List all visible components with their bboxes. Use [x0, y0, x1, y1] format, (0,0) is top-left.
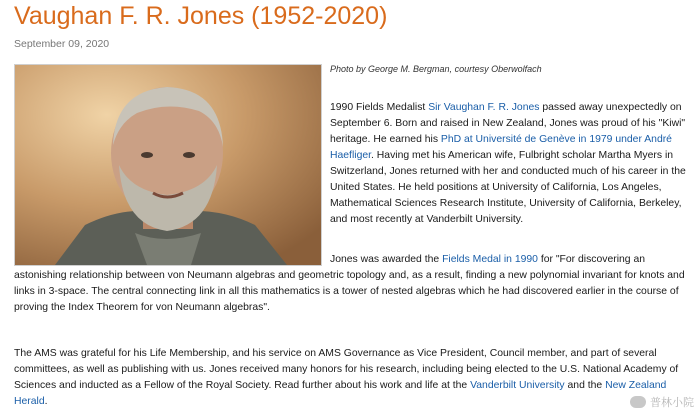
link-vaughan-jones[interactable]: Sir Vaughan F. R. Jones	[428, 102, 540, 113]
paragraph-bio	[330, 100, 690, 228]
watermark-text: 普林小院	[650, 397, 694, 409]
paragraph-text: Jones was awarded the	[330, 254, 443, 265]
watermark	[630, 394, 694, 410]
link-vanderbilt[interactable]: Vanderbilt University	[470, 380, 565, 391]
wechat-icon	[630, 396, 646, 408]
page-title: Vaughan F. R. Jones (1952-2020)	[14, 2, 388, 30]
paragraph-ams	[14, 346, 694, 410]
paragraph-text: The AMS was grateful for his Life Membership, and his service on AMS Governance as Vice President, Council member, and part of several committees, as well as publishing with us. Jones received many honors for his research, including being elected to the U.S. National Academy of Sciences and inducted as a Fellow of the Royal Society. Read further about his work and life at the	[14, 348, 679, 391]
paragraph-text: passed away unexpectedly on September 6. Born and raised in New Zealand, Jones was proud of his "Kiwi" heritage. He earned his	[330, 102, 686, 145]
link-nz-herald[interactable]: New Zealand Herald	[14, 380, 667, 407]
paragraph-text: . Having met his American wife, Fulbright scholar Martha Myers in Switzerland, Jones returned with her and conducted much of his career in the United States. He held positions at University of California, Los Angeles, Mathematical Sciences Research Institute, University of California, Berkeley, and most recently at Vanderbilt University.	[330, 150, 686, 225]
photo-credit: Photo by George M. Bergman, courtesy Oberwolfach	[330, 64, 542, 74]
paragraph-text: for "For discovering an astonishing relationship between von Neumann algebras and geometric topology and, as a result, finding a new polynomial invariant for knots and links in 3-space. The central connecting link in all this mathematics is a tower of nested algebras which he had discovered earlier in the course of proving the Index Theorem for von Neumann algebras".	[14, 254, 685, 313]
link-phd-geneve[interactable]: PhD at Université de Genève in 1979 under André Haefliger	[330, 134, 672, 161]
post-date: September 09, 2020	[14, 38, 110, 50]
paragraph-text: 1990 Fields Medalist	[330, 102, 429, 113]
paragraph-text: .	[44, 396, 48, 407]
link-fields-medal[interactable]: Fields Medal in 1990	[442, 254, 538, 265]
portrait-photo	[14, 64, 322, 266]
paragraph-text: and the	[564, 380, 606, 391]
paragraph-fields-medal	[14, 252, 700, 316]
